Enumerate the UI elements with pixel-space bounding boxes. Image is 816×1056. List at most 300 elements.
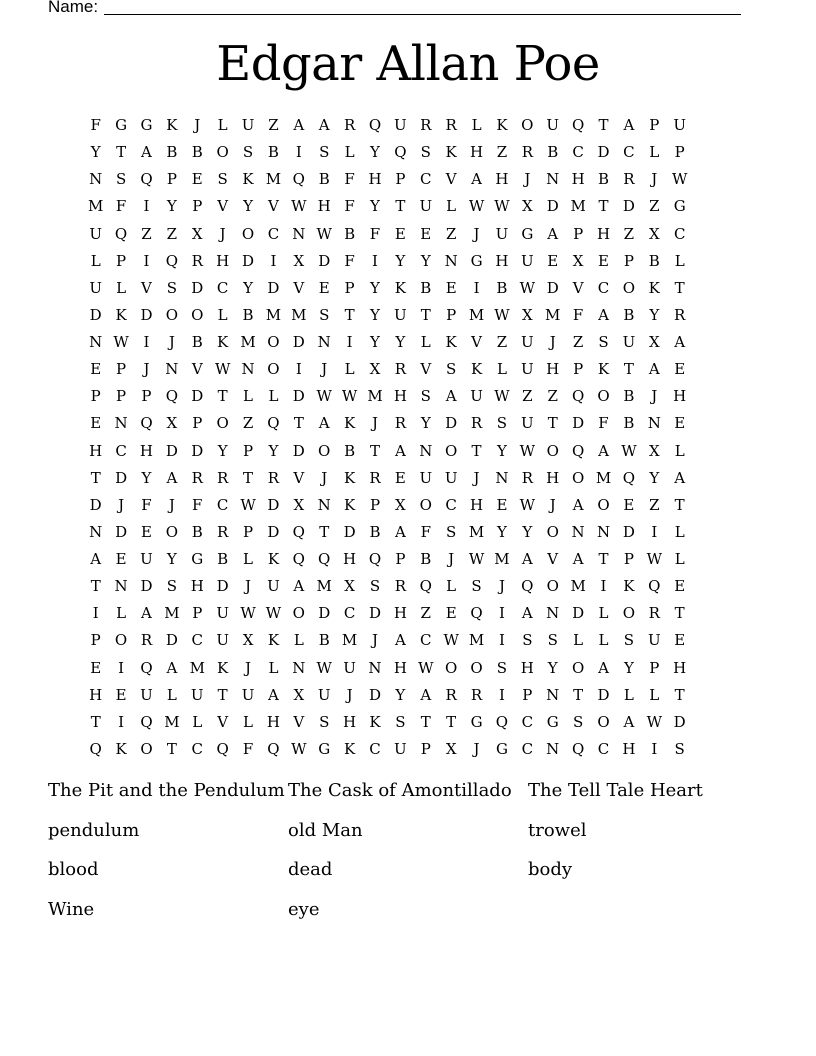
grid-letter: G — [115, 116, 128, 135]
grid-letter: B — [496, 278, 508, 297]
grid-letter: D — [115, 468, 128, 487]
grid-letter: H — [393, 604, 407, 623]
grid-letter: T — [395, 197, 406, 216]
grid-letter: T — [598, 550, 609, 569]
grid-letter: K — [217, 658, 229, 677]
grid-letter: U — [521, 251, 534, 270]
grid-letter: O — [521, 116, 534, 135]
grid-letter: E — [115, 550, 127, 569]
grid-letter: Z — [496, 333, 508, 352]
grid-letter: Y — [623, 658, 634, 677]
grid-letter: L — [649, 685, 660, 704]
grid-letter: R — [191, 468, 203, 487]
grid-letter: K — [369, 712, 381, 731]
grid-letter: J — [219, 224, 226, 243]
grid-letter: U — [394, 116, 407, 135]
grid-letter: A — [623, 712, 635, 731]
grid-letter: G — [191, 550, 204, 569]
grid-letter: D — [572, 604, 585, 623]
grid-letter: T — [90, 468, 101, 487]
grid-letter: O — [597, 495, 610, 514]
grid-letter: U — [521, 333, 534, 352]
grid-letter: N — [368, 658, 382, 677]
grid-letter: O — [470, 658, 483, 677]
grid-letter: I — [143, 197, 150, 216]
grid-letter: C — [445, 495, 457, 514]
grid-letter: L — [90, 251, 101, 270]
grid-letter: O — [546, 441, 559, 460]
grid-letter: W — [671, 170, 688, 189]
grid-row — [83, 248, 743, 275]
grid-letter: A — [141, 143, 152, 162]
grid-letter: U — [673, 116, 686, 135]
grid-letter: H — [495, 251, 509, 270]
grid-letter: D — [368, 685, 381, 704]
grid-letter: F — [242, 739, 254, 758]
grid-letter: E — [394, 224, 406, 243]
grid-letter: I — [346, 333, 353, 352]
grid-letter: O — [114, 631, 128, 650]
grid-letter: P — [649, 658, 660, 677]
grid-letter: L — [344, 360, 355, 379]
grid-letter: K — [217, 333, 229, 352]
grid-letter: K — [166, 116, 178, 135]
grid-row — [83, 383, 743, 410]
grid-letter: N — [419, 441, 433, 460]
grid-letter: E — [115, 685, 127, 704]
grid-letter: H — [266, 712, 280, 731]
grid-letter: M — [595, 468, 612, 487]
grid-letter: V — [293, 712, 305, 731]
grid-letter: U — [521, 414, 534, 433]
grid-letter: W — [519, 495, 536, 514]
grid-letter: C — [572, 143, 584, 162]
grid-letter: M — [468, 305, 485, 324]
grid-letter: W — [316, 387, 332, 406]
grid-letter: O — [267, 360, 280, 379]
grid-row — [83, 465, 743, 492]
grid-letter: K — [115, 305, 127, 324]
grid-letter: B — [623, 387, 635, 406]
grid-letter: K — [267, 550, 280, 569]
grid-letter: J — [321, 360, 328, 379]
grid-letter: H — [571, 170, 585, 189]
grid-letter: J — [651, 170, 658, 189]
grid-letter: D — [242, 251, 255, 270]
grid-letter: O — [165, 522, 179, 541]
grid-letter: I — [143, 251, 150, 270]
grid-letter: S — [496, 414, 508, 433]
grid-letter: D — [89, 305, 102, 324]
grid-letter: Y — [90, 143, 101, 162]
grid-letter: A — [674, 333, 686, 352]
grid-letter: C — [623, 143, 635, 162]
grid-letter: R — [623, 170, 635, 189]
grid-letter: V — [293, 278, 305, 297]
grid-letter: J — [473, 468, 480, 487]
grid-letter: R — [394, 577, 407, 596]
grid-letter: R — [674, 305, 686, 324]
grid-letter: A — [141, 604, 152, 623]
grid-row — [83, 655, 743, 682]
grid-letter: X — [521, 305, 533, 324]
grid-letter: O — [165, 305, 179, 324]
grid-letter: J — [651, 387, 658, 406]
grid-letter: M — [265, 305, 282, 324]
grid-letter: M — [468, 631, 485, 650]
grid-letter: A — [90, 550, 102, 569]
grid-letter: X — [293, 251, 305, 270]
grid-letter: D — [546, 197, 559, 216]
grid-letter: A — [420, 685, 432, 704]
grid-letter: S — [522, 631, 533, 650]
grid-letter: T — [547, 414, 558, 433]
grid-letter: J — [346, 685, 353, 704]
grid-letter: N — [89, 170, 103, 189]
grid-letter: A — [166, 468, 178, 487]
grid-letter: W — [468, 550, 485, 569]
grid-letter: J — [194, 116, 201, 135]
grid-letter: J — [371, 631, 378, 650]
grid-letter: I — [651, 739, 658, 758]
grid-letter: M — [316, 577, 332, 596]
grid-letter: M — [494, 550, 510, 569]
word-list-item: dead — [288, 859, 333, 880]
grid-letter: C — [521, 712, 534, 731]
grid-letter: S — [496, 658, 508, 677]
grid-row — [83, 682, 743, 709]
grid-letter: F — [598, 414, 609, 433]
grid-letter: N — [495, 468, 509, 487]
grid-letter: D — [292, 333, 305, 352]
grid-letter: T — [598, 116, 609, 135]
grid-letter: M — [545, 305, 561, 324]
grid-letter: H — [89, 685, 103, 704]
grid-letter: T — [420, 305, 431, 324]
grid-letter: V — [141, 278, 152, 297]
grid-letter: P — [369, 495, 381, 514]
grid-letter: U — [89, 224, 103, 243]
grid-letter: T — [344, 305, 355, 324]
grid-letter: V — [471, 333, 482, 352]
grid-letter: L — [674, 522, 685, 541]
grid-letter: D — [318, 604, 331, 623]
grid-row — [83, 193, 743, 220]
grid-letter: Q — [368, 116, 382, 135]
grid-letter: D — [267, 278, 280, 297]
grid-letter: N — [444, 251, 458, 270]
grid-letter: A — [471, 170, 482, 189]
grid-letter: O — [546, 522, 559, 541]
grid-letter: Y — [496, 522, 507, 541]
grid-letter: S — [115, 170, 127, 189]
grid-letter: A — [318, 116, 330, 135]
grid-letter: J — [321, 468, 328, 487]
grid-letter: A — [598, 441, 609, 460]
grid-letter: P — [242, 441, 254, 460]
grid-row — [83, 166, 743, 193]
grid-letter: W — [316, 224, 332, 243]
grid-letter: N — [317, 333, 331, 352]
grid-letter: I — [295, 143, 302, 162]
grid-letter: P — [344, 278, 355, 297]
grid-letter: Y — [547, 658, 558, 677]
grid-letter: O — [445, 658, 458, 677]
grid-letter: N — [596, 522, 611, 541]
grid-letter: H — [520, 658, 534, 677]
grid-letter: C — [673, 224, 686, 243]
grid-letter: S — [319, 305, 330, 324]
grid-letter: D — [597, 143, 610, 162]
grid-letter: Q — [89, 739, 102, 758]
grid-letter: Q — [267, 414, 280, 433]
grid-letter: D — [318, 251, 331, 270]
grid-letter: K — [470, 360, 483, 379]
grid-letter: Y — [649, 305, 660, 324]
grid-letter: A — [648, 360, 660, 379]
grid-letter: J — [143, 360, 150, 379]
grid-letter: T — [369, 441, 380, 460]
grid-letter: L — [344, 143, 355, 162]
grid-letter: Q — [622, 468, 636, 487]
grid-letter: H — [546, 468, 560, 487]
grid-letter: Y — [420, 251, 431, 270]
grid-letter: Q — [571, 116, 585, 135]
grid-letter: U — [419, 468, 433, 487]
grid-letter: K — [343, 495, 356, 514]
grid-letter: S — [572, 712, 584, 731]
grid-letter: T — [623, 360, 634, 379]
grid-letter: H — [317, 197, 331, 216]
grid-letter: M — [341, 631, 358, 650]
grid-letter: B — [547, 143, 559, 162]
grid-letter: S — [674, 739, 685, 758]
grid-letter: M — [88, 197, 104, 216]
grid-letter: B — [623, 305, 635, 324]
grid-letter: Y — [370, 305, 380, 324]
grid-letter: F — [344, 251, 355, 270]
grid-letter: O — [571, 468, 585, 487]
grid-letter: U — [216, 631, 229, 650]
grid-letter: D — [292, 387, 305, 406]
grid-letter: M — [164, 604, 180, 623]
grid-letter: V — [217, 712, 229, 731]
grid-letter: N — [165, 360, 179, 379]
grid-letter: U — [317, 685, 331, 704]
grid-letter: K — [648, 278, 660, 297]
grid-letter: B — [597, 170, 610, 189]
grid-letter: A — [166, 658, 178, 677]
grid-letter: Y — [522, 522, 533, 541]
word-list-item: The Pit and the Pendulum — [48, 780, 285, 801]
grid-letter: A — [572, 550, 584, 569]
grid-letter: E — [674, 631, 686, 650]
grid-letter: E — [90, 360, 102, 379]
grid-letter: C — [521, 739, 534, 758]
grid-letter: D — [343, 522, 356, 541]
grid-letter: Q — [470, 604, 483, 623]
grid-letter: X — [242, 631, 254, 650]
grid-letter: O — [597, 387, 610, 406]
grid-row — [83, 302, 743, 329]
grid-letter: G — [140, 116, 153, 135]
grid-letter: S — [369, 577, 381, 596]
grid-letter: L — [217, 305, 228, 324]
grid-letter: E — [141, 522, 152, 541]
name-label: Name: — [48, 0, 99, 16]
grid-letter: G — [470, 712, 483, 731]
grid-letter: U — [546, 116, 560, 135]
grid-letter: X — [648, 441, 660, 460]
grid-letter: L — [573, 631, 584, 650]
grid-letter: E — [445, 604, 457, 623]
grid-row — [83, 275, 743, 302]
grid-letter: K — [343, 414, 356, 433]
grid-letter: W — [621, 441, 637, 460]
grid-letter: Y — [395, 251, 406, 270]
grid-letter: F — [115, 197, 127, 216]
grid-letter: I — [118, 712, 125, 731]
grid-row — [83, 438, 743, 465]
grid-letter: O — [622, 278, 636, 297]
grid-letter: W — [113, 333, 129, 352]
grid-letter: S — [446, 360, 457, 379]
grid-letter: P — [420, 739, 431, 758]
grid-letter: H — [546, 360, 560, 379]
grid-letter: E — [318, 278, 330, 297]
grid-letter: Y — [420, 414, 431, 433]
grid-letter: C — [267, 224, 280, 243]
grid-letter: U — [267, 577, 280, 596]
grid-letter: M — [367, 387, 383, 406]
grid-letter: Q — [267, 739, 280, 758]
grid-letter: Z — [445, 224, 457, 243]
grid-row — [83, 600, 743, 627]
grid-letter: E — [394, 468, 406, 487]
grid-letter: K — [445, 333, 457, 352]
grid-letter: W — [646, 712, 662, 731]
grid-letter: T — [471, 441, 482, 460]
grid-letter: U — [216, 604, 229, 623]
grid-letter: I — [372, 251, 378, 270]
grid-letter: H — [470, 143, 484, 162]
grid-letter: P — [395, 170, 406, 189]
grid-letter: U — [140, 685, 153, 704]
grid-letter: E — [598, 251, 609, 270]
grid-letter: C — [343, 604, 356, 623]
grid-letter: P — [649, 116, 660, 135]
grid-letter: Y — [217, 441, 228, 460]
grid-letter: V — [445, 170, 457, 189]
grid-letter: T — [90, 712, 101, 731]
grid-letter: P — [623, 251, 634, 270]
grid-letter: W — [646, 550, 662, 569]
grid-letter: Y — [370, 143, 380, 162]
grid-letter: L — [649, 143, 660, 162]
grid-letter: W — [443, 631, 459, 650]
grid-letter: P — [446, 305, 457, 324]
grid-letter: R — [217, 522, 229, 541]
grid-letter: L — [293, 631, 304, 650]
grid-letter: O — [597, 712, 610, 731]
grid-letter: U — [444, 468, 458, 487]
grid-letter: T — [446, 712, 457, 731]
grid-letter: N — [546, 170, 560, 189]
grid-letter: X — [521, 197, 533, 216]
grid-letter: F — [344, 197, 355, 216]
grid-letter: S — [217, 170, 228, 189]
name-underline — [104, 14, 741, 15]
grid-letter: B — [267, 143, 279, 162]
grid-letter: Z — [547, 387, 558, 406]
word-list-item: The Tell Tale Heart — [528, 780, 703, 801]
grid-letter: Y — [243, 197, 253, 216]
grid-letter: T — [243, 468, 254, 487]
grid-letter: X — [572, 251, 584, 270]
grid-letter: A — [293, 116, 305, 135]
grid-letter: F — [344, 170, 355, 189]
grid-letter: T — [116, 143, 127, 162]
grid-letter: B — [191, 143, 203, 162]
grid-letter: X — [648, 224, 660, 243]
grid-letter: V — [547, 550, 559, 569]
grid-letter: Q — [368, 550, 382, 569]
grid-letter: X — [648, 333, 660, 352]
grid-letter: P — [116, 251, 127, 270]
grid-letter: N — [546, 685, 560, 704]
grid-letter: A — [547, 224, 559, 243]
grid-letter: H — [368, 170, 382, 189]
grid-letter: P — [573, 224, 584, 243]
grid-letter: P — [623, 550, 634, 569]
grid-letter: U — [190, 685, 204, 704]
grid-letter: G — [673, 197, 686, 216]
grid-letter: W — [240, 604, 256, 623]
grid-letter: D — [140, 577, 153, 596]
grid-letter: S — [242, 143, 254, 162]
grid-letter: H — [343, 550, 357, 569]
grid-letter: R — [521, 468, 533, 487]
grid-letter: D — [165, 441, 178, 460]
grid-letter: G — [318, 739, 331, 758]
grid-letter: X — [395, 495, 406, 514]
grid-letter: Q — [292, 170, 305, 189]
grid-letter: L — [674, 251, 685, 270]
grid-letter: V — [191, 360, 203, 379]
grid-letter: A — [394, 631, 406, 650]
grid-letter: L — [598, 631, 609, 650]
grid-letter: N — [114, 414, 128, 433]
grid-letter: L — [471, 116, 482, 135]
grid-letter: I — [118, 658, 125, 677]
grid-letter: R — [394, 360, 407, 379]
grid-letter: W — [291, 739, 307, 758]
grid-letter: A — [268, 685, 279, 704]
grid-letter: Z — [242, 414, 254, 433]
grid-letter: Y — [268, 441, 279, 460]
grid-letter: W — [316, 658, 332, 677]
grid-letter: Q — [571, 441, 585, 460]
grid-letter: B — [420, 550, 432, 569]
grid-letter: J — [473, 224, 480, 243]
grid-letter: P — [674, 143, 685, 162]
grid-letter: P — [192, 197, 203, 216]
grid-letter: N — [292, 658, 306, 677]
grid-letter: B — [318, 170, 330, 189]
grid-row — [83, 410, 743, 437]
grid-letter: N — [89, 333, 103, 352]
word-list-item: old Man — [288, 819, 363, 841]
